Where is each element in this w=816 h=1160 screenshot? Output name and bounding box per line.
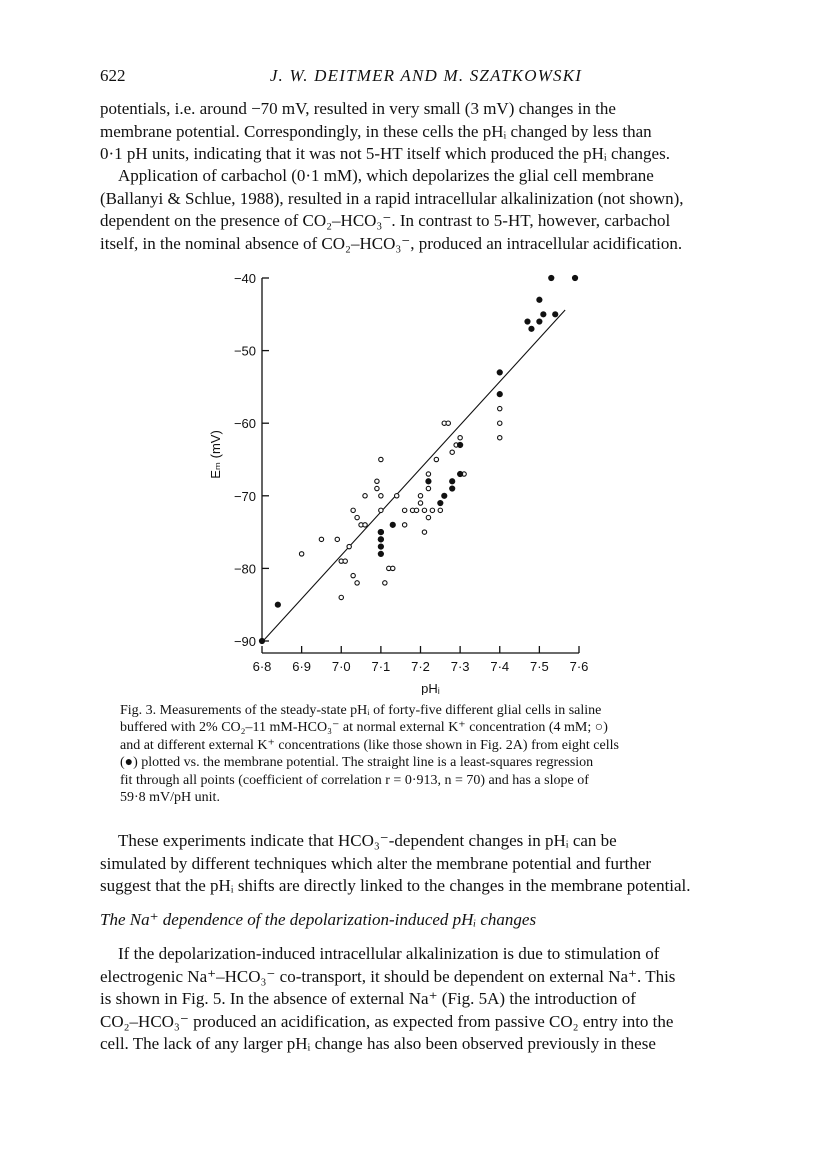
open-circle-point <box>351 508 355 512</box>
open-circle-point <box>498 436 502 440</box>
caption-line: buffered with 2% CO₂–11 mM-HCO₃⁻ at normal external K⁺ concentration (4 mM; ○) <box>120 720 608 736</box>
figure-3-scatter-chart <box>195 265 615 695</box>
running-head-authors: J. W. DEITMER AND M. SZATKOWSKI <box>269 66 583 85</box>
figure-caption <box>120 702 732 806</box>
open-circle-point <box>363 494 367 498</box>
open-circle-point <box>379 457 383 461</box>
text-line: membrane potential. Correspondingly, in these cells the pHᵢ changed by less than <box>100 121 652 141</box>
open-circle-point <box>363 523 367 527</box>
filled-circle-point <box>438 500 444 506</box>
paragraph-3 <box>100 830 752 898</box>
text-line: CO₂–HCO₃⁻ produced an acidification, as expected from passive CO₂ entry into the <box>100 1011 674 1031</box>
filled-circle-point <box>529 326 535 332</box>
open-circle-point <box>438 508 442 512</box>
section-heading: The Na⁺ dependence of the depolarization-induced pHᵢ changes <box>100 910 537 929</box>
open-circle-point <box>335 537 339 541</box>
filled-circle-point <box>441 493 447 499</box>
open-circle-point <box>391 566 395 570</box>
x-tick-label: 7·4 <box>490 659 510 674</box>
caption-line: 59·8 mV/pH unit. <box>120 790 220 806</box>
open-circle-point <box>430 508 434 512</box>
filled-circle-point <box>548 275 554 281</box>
open-circle-point <box>418 494 422 498</box>
open-circle-point <box>446 421 450 425</box>
open-circle-point <box>458 436 462 440</box>
filled-circle-point <box>537 297 543 303</box>
x-axis-label: pHᵢ <box>421 681 440 695</box>
caption-line: (●) plotted vs. the membrane potential. The straight line is a least-squares regression <box>120 755 594 771</box>
filled-circle-point <box>378 537 384 543</box>
open-circle-point <box>434 457 438 461</box>
y-tick-label: −60 <box>233 416 256 432</box>
filled-circle-point <box>449 478 455 484</box>
filled-circle-point <box>541 312 547 318</box>
text-line: electrogenic Na⁺–HCO₃⁻ co-transport, it should be dependent on external Na⁺. This <box>100 966 676 986</box>
filled-circle-point <box>497 370 503 376</box>
filled-circle-point <box>275 602 281 608</box>
open-circle-point <box>299 552 303 556</box>
filled-circle-point <box>259 638 265 644</box>
open-circle-point <box>426 515 430 519</box>
y-tick-label: −90 <box>233 634 256 649</box>
open-circle-point <box>379 494 383 498</box>
open-circle-point <box>418 501 422 505</box>
text-line: dependent on the presence of CO₂–HCO₃⁻. In contrast to 5-HT, however, carbachol <box>100 211 671 230</box>
open-circle-point <box>375 486 379 490</box>
open-circle-point <box>383 581 387 585</box>
filled-circle-point <box>390 522 396 528</box>
filled-circle-point <box>449 486 455 492</box>
open-circle-point <box>422 508 426 512</box>
open-circle-point <box>450 450 454 454</box>
open-circle-point <box>498 406 502 410</box>
open-circle-point <box>426 486 430 490</box>
y-tick-label: −40 <box>233 271 256 286</box>
open-circle-point <box>339 595 343 599</box>
filled-circle-point <box>378 529 384 535</box>
text-line: potentials, i.e. around −70 mV, resulted in very small (3 mV) changes in the <box>100 99 616 118</box>
y-tick-label: −70 <box>233 488 256 504</box>
paragraph-1 <box>100 98 752 166</box>
open-circle-point <box>402 508 406 512</box>
x-tick-label: 7·2 <box>411 659 430 674</box>
filled-circle-point <box>457 442 463 448</box>
filled-circle-point <box>378 544 384 550</box>
filled-circle-point <box>457 471 463 477</box>
x-tick-label: 7·6 <box>569 659 589 674</box>
text-line: 0·1 pH units, indicating that it was not 5-HT itself which produced the pHᵢ changes. <box>100 144 670 163</box>
open-circle-point <box>395 494 399 498</box>
caption-line: and at different external K⁺ concentrations (like those shown in Fig. 2A) from eight cells <box>120 737 619 753</box>
open-circle-point <box>375 479 379 483</box>
x-tick-label: 6·8 <box>252 659 272 674</box>
x-tick-label: 7·1 <box>371 659 391 674</box>
x-tick-label: 7·3 <box>450 659 470 674</box>
page-number: 622 <box>100 66 126 85</box>
open-circle-point <box>402 523 406 527</box>
open-circle-point <box>426 472 430 476</box>
y-tick-label: −80 <box>233 561 256 577</box>
open-circle-point <box>414 508 418 512</box>
text-line: Application of carbachol (0·1 mM), which depolarizes the glial cell membrane <box>118 166 654 185</box>
filled-circle-point <box>552 312 558 318</box>
paragraph-4 <box>100 943 752 1056</box>
text-line: (Ballanyi & Schlue, 1988), resulted in a rapid intracellular alkalinization (not shown), <box>100 188 684 208</box>
x-tick-label: 6·9 <box>292 659 312 674</box>
regression-line <box>264 310 565 640</box>
open-circle-point <box>319 537 323 541</box>
filled-circle-point <box>572 275 578 281</box>
open-circle-point <box>498 421 502 425</box>
paragraph-2 <box>100 165 752 255</box>
open-circle-point <box>355 515 359 519</box>
open-circle-point <box>343 559 347 563</box>
y-axis-label: Eₘ (mV) <box>208 430 223 479</box>
caption-line: Fig. 3. Measurements of the steady-state pHᵢ of forty-five different glial cells in saline <box>120 703 602 718</box>
text-line: If the depolarization-induced intracellular alkalinization is due to stimulation of <box>118 944 660 963</box>
running-head <box>100 66 752 88</box>
open-circle-point <box>422 530 426 534</box>
filled-circle-point <box>426 478 432 484</box>
open-circle-point <box>347 544 351 548</box>
filled-circle-point <box>497 391 503 397</box>
open-circle-point <box>355 581 359 585</box>
filled-circle-point <box>525 319 531 325</box>
text-line: suggest that the pHᵢ shifts are directly linked to the changes in the membrane potential. <box>100 876 691 895</box>
text-line: cell. The lack of any larger pHᵢ change has also been observed previously in these <box>100 1034 656 1053</box>
text-line: is shown in Fig. 5. In the absence of external Na⁺ (Fig. 5A) the introduction of <box>100 989 636 1008</box>
x-tick-label: 7·5 <box>529 659 549 674</box>
text-line: These experiments indicate that HCO₃⁻-dependent changes in pHᵢ can be <box>118 831 617 850</box>
text-line: simulated by different techniques which alter the membrane potential and further <box>100 853 652 873</box>
y-tick-label: −50 <box>233 343 256 359</box>
filled-circle-point <box>378 551 384 557</box>
caption-line: fit through all points (coefficient of correlation r = 0·913, n = 70) and has a slope of <box>120 772 589 788</box>
text-line: itself, in the nominal absence of CO₂–HCO₃⁻, produced an intracellular acidification. <box>100 233 683 253</box>
filled-circle-point <box>537 319 543 325</box>
open-circle-point <box>379 508 383 512</box>
open-circle-point <box>351 573 355 577</box>
x-tick-label: 7·0 <box>331 659 351 674</box>
